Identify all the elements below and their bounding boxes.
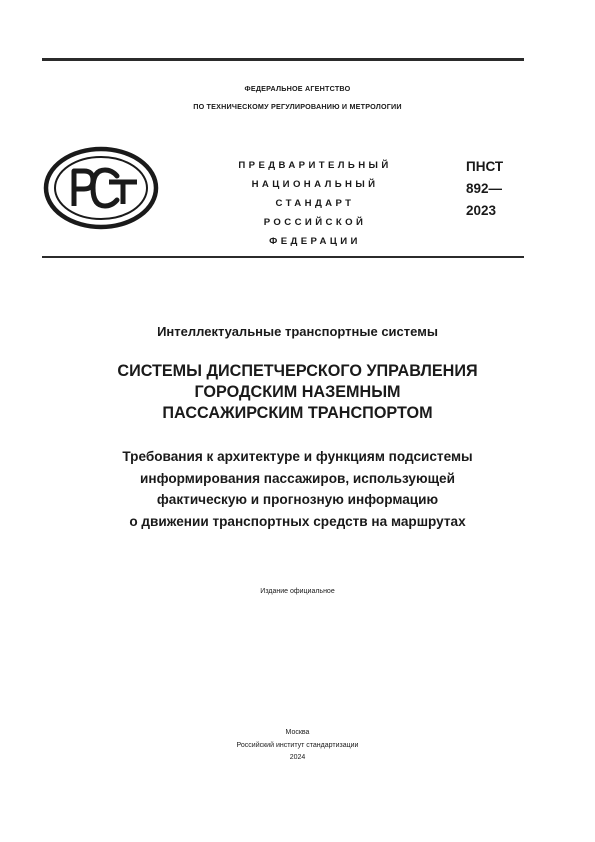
standard-type-line: СТАНДАРТ xyxy=(275,198,355,209)
title-line: ПАССАЖИРСКИМ ТРАНСПОРТОМ xyxy=(162,404,433,422)
standard-type-line: РОССИЙСКОЙ xyxy=(263,217,367,228)
edition-note: Издание официальное xyxy=(260,588,335,595)
standard-type-line: ФЕДЕРАЦИИ xyxy=(269,236,361,247)
gost-r-emblem-icon xyxy=(43,146,159,230)
title-line: ГОРОДСКИМ НАЗЕМНЫМ xyxy=(194,383,401,401)
imprint xyxy=(0,727,595,765)
document-subtitle xyxy=(0,446,595,532)
standard-code-line: 892— xyxy=(466,181,503,196)
bottom-rule xyxy=(42,256,524,258)
document-title xyxy=(0,361,595,424)
standard-code xyxy=(466,156,503,222)
standard-type xyxy=(215,156,415,251)
title-line: СИСТЕМЫ ДИСПЕТЧЕРСКОГО УПРАВЛЕНИЯ xyxy=(117,362,478,380)
subtitle-line: Требования к архитектуре и функциям подсистемы xyxy=(122,449,473,464)
agency-name-line1: ФЕДЕРАЛЬНОЕ АГЕНТСТВО xyxy=(244,84,351,93)
subject-heading: Интеллектуальные транспортные системы xyxy=(157,324,438,339)
imprint-publisher: Российский институт стандартизации xyxy=(236,741,359,749)
standard-code-line: ПНСТ xyxy=(466,159,504,174)
standard-type-line: ПРЕДВАРИТЕЛЬНЫЙ xyxy=(238,160,392,171)
standard-code-line: 2023 xyxy=(466,203,497,218)
top-rule xyxy=(42,58,524,61)
agency-name-line2: ПО ТЕХНИЧЕСКОМУ РЕГУЛИРОВАНИЮ И МЕТРОЛОГИИ xyxy=(193,102,402,111)
imprint-city: Москва xyxy=(285,729,310,736)
standard-type-line: НАЦИОНАЛЬНЫЙ xyxy=(251,179,379,190)
subtitle-line: информирования пассажиров, использующей xyxy=(140,470,455,486)
subtitle-line: фактическую и прогнозную информацию xyxy=(156,492,439,507)
imprint-year: 2024 xyxy=(289,754,306,761)
subtitle-line: о движении транспортных средств на маршрутах xyxy=(129,513,466,529)
